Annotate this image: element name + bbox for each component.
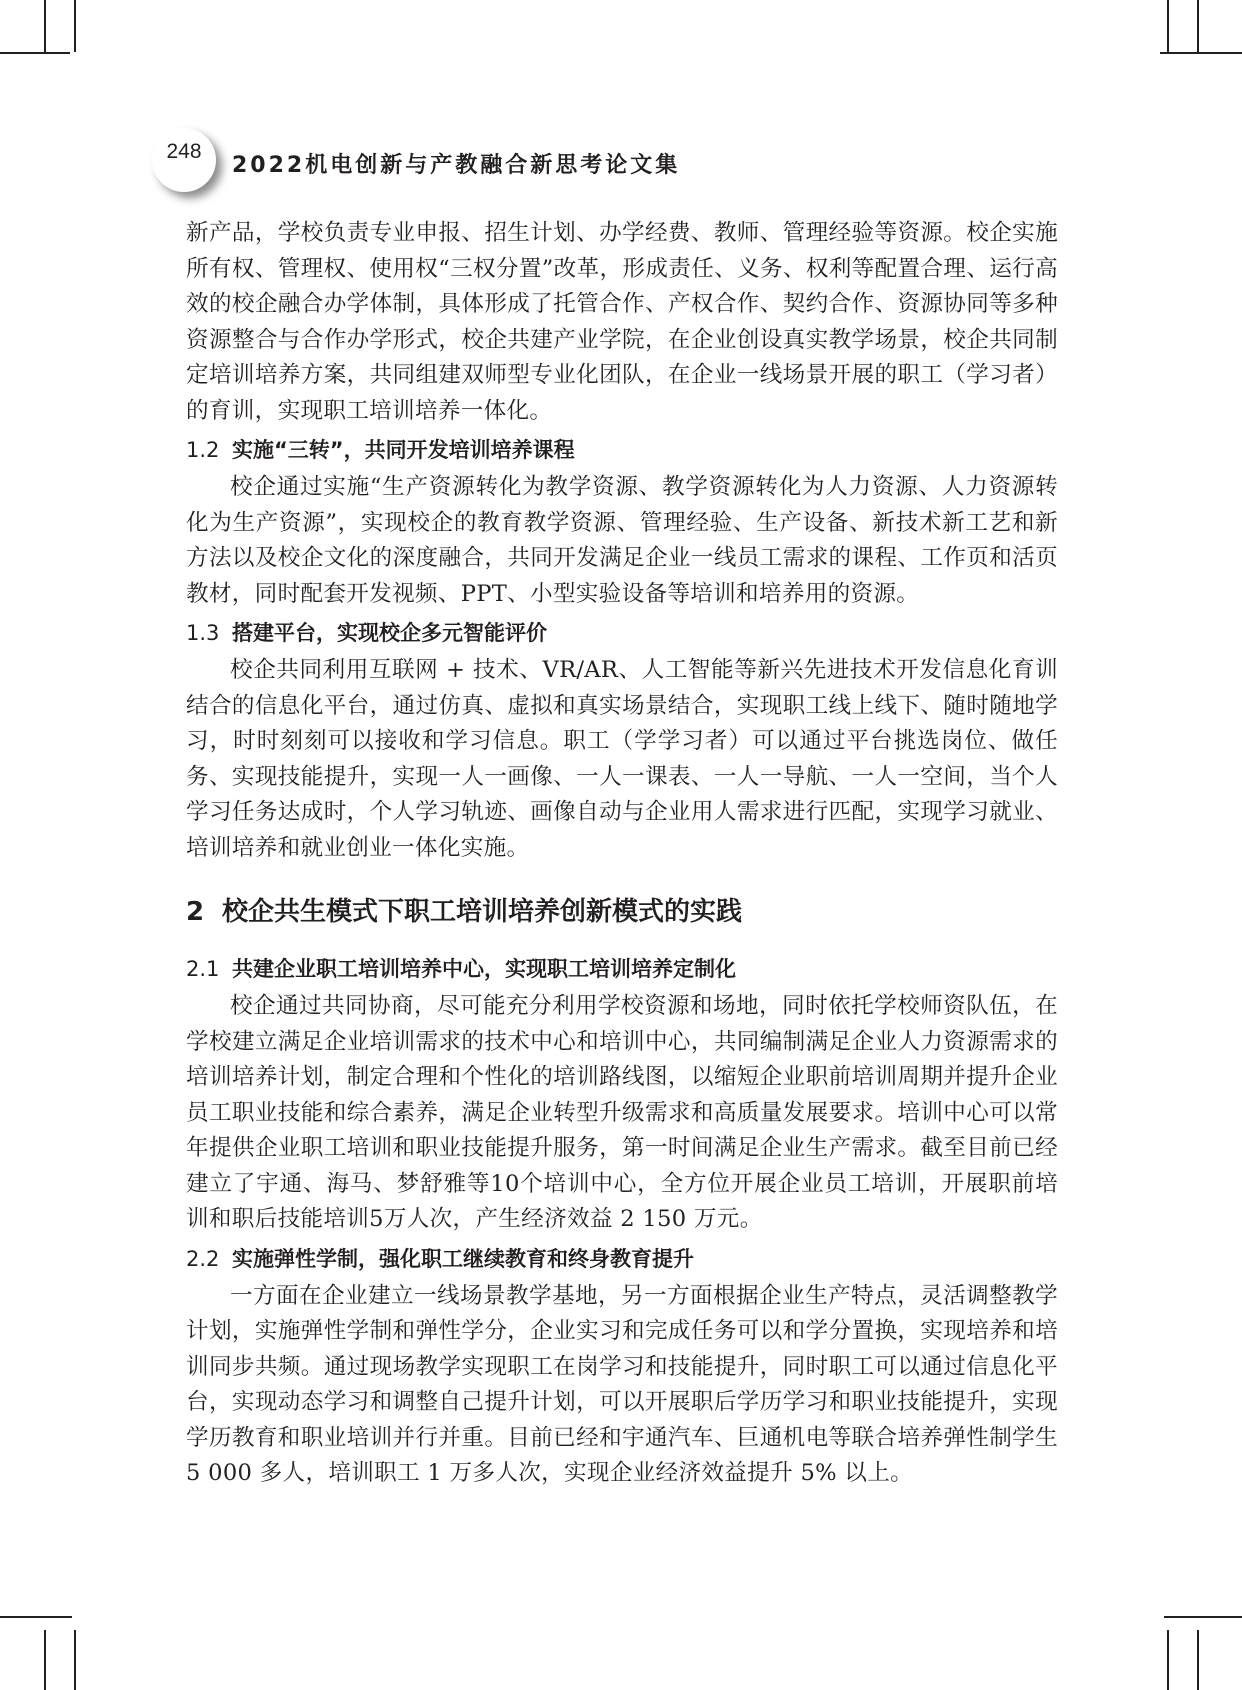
page-content — [186, 216, 1058, 1492]
section-number: 1.2 — [186, 438, 220, 462]
section-1-2-heading — [186, 431, 1058, 470]
book-title: 2022机电创新与产教融合新思考论文集 — [232, 153, 681, 178]
crop-mark — [44, 1630, 46, 1690]
crop-mark — [0, 52, 70, 54]
page-number-badge — [152, 128, 216, 192]
crop-mark — [1197, 0, 1199, 52]
section-2-heading — [186, 892, 1058, 932]
section-title: 实施“三转”，共同开发培训培养课程 — [232, 438, 575, 462]
section-1-2-paragraph: 校企通过实施“生产资源转化为教学资源、教学资源转化为人力资源、人力资源转化为生产资源”，实现校企的教育教学资源、管理经验、生产设备、新技术新工艺和新方法以及校企文化的深度融合，共同开发满足企业一线员工需求的课程、工作页和活页教材，同时配套开发视频、PPT、小型实验设备等培训和培养用的资源。 — [186, 474, 1058, 607]
crop-mark — [1164, 1616, 1242, 1618]
crop-mark — [44, 0, 46, 52]
crop-mark — [74, 1630, 76, 1690]
section-number: 2.2 — [186, 1246, 220, 1271]
section-1-3-heading — [186, 614, 1058, 653]
section-title: 实施弹性学制，强化职工继续教育和终身教育提升 — [232, 1246, 694, 1271]
crop-mark — [1197, 1630, 1199, 1690]
crop-mark — [0, 1616, 72, 1618]
section-2-1-paragraph: 校企通过共同协商，尽可能充分利用学校资源和场地，同时依托学校师资队伍，在学校建立满足企业培训需求的技术中心和培训中心，共同编制满足企业人力资源需求的培训培养计划，制定合理和个性化的培训路线图，以缩短企业职前培训周期并提升企业员工职业技能和综合素养，满足企业转型升级需求和高质量发展要求。培训中心可以常年提供企业职工培训和职业技能提升服务，第一时间满足企业生产需求。截至目前已经建立了宇通、海马、梦舒雅等10个培训中心，全方位开展企业员工培训，开展职前培训和职后技能培训5万人次，产生经济效益 2 150 万元。 — [186, 993, 1058, 1232]
section-2-2-heading — [186, 1240, 1058, 1279]
running-header — [152, 128, 1052, 200]
section-number: 2.1 — [186, 957, 220, 981]
intro-paragraph: 新产品，学校负责专业申报、招生计划、办学经费、教师、管理经验等资源。校企实施所有权、管理权、使用权“三权分置”改革，形成责任、义务、权利等配置合理、运行高效的校企融合办学体制，具体形成了托管合作、产权合作、契约合作、资源协同等多种资源整合与合作办学形式，校企共建产业学院，在企业创设真实教学场景，校企共同制定培训培养方案，共同组建双师型专业化团队，在企业一线场景开展的职工（学习者）的育训，实现职工培训培养一体化。 — [186, 220, 1058, 424]
crop-mark — [1167, 0, 1169, 52]
crop-mark — [74, 0, 76, 52]
crop-mark — [1160, 52, 1242, 54]
crop-mark — [1167, 1630, 1169, 1690]
page-number: 248 — [166, 140, 202, 163]
section-title: 共建企业职工培训培养中心，实现职工培训培养定制化 — [232, 957, 736, 981]
section-2-1-heading — [186, 950, 1058, 989]
section-number: 1.3 — [186, 621, 220, 645]
section-title: 校企共生模式下职工培训培养创新模式的实践 — [222, 897, 743, 927]
section-1-3-paragraph: 校企共同利用互联网 + 技术、VR/AR、人工智能等新兴先进技术开发信息化育训结合的信息化平台，通过仿真、虚拟和真实场景结合，实现职工线上线下、随时随地学习，时时刻刻可以接收和学习信息。职工（学学习者）可以通过平台挑选岗位、做任务、实现技能提升，实现一人一画像、一人一课表、一人一导航、一人一空间，当个人学习任务达成时，个人学习轨迹、画像自动与企业用人需求进行匹配，实现学习就业、培训培养和就业创业一体化实施。 — [186, 657, 1058, 861]
section-title: 搭建平台，实现校企多元智能评价 — [232, 621, 547, 645]
section-number: 2 — [186, 897, 205, 927]
section-2-2-paragraph: 一方面在企业建立一线场景教学基地，另一方面根据企业生产特点，灵活调整教学计划，实施弹性学制和弹性学分，企业实习和完成任务可以和学分置换，实现培养和培训同步共频。通过现场教学实现职工在岗学习和技能提升，同时职工可以通过信息化平台，实现动态学习和调整自己提升计划，可以开展职后学历学习和职业技能提升，实现学历教育和职业培训并行并重。目前已经和宇通汽车、巨通机电等联合培养弹性制学生 5 000 多人，培训职工 1 万多人次，实现企业经济效益提升 5% 以上。 — [186, 1282, 1058, 1486]
